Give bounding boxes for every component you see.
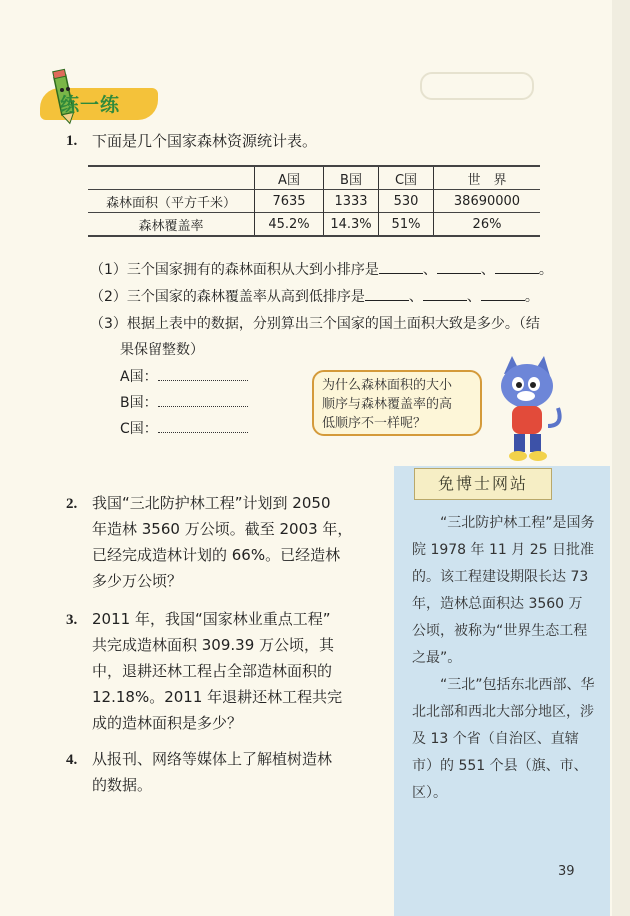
q3-line: 共完成造林面积 309.39 万公顷，其 <box>92 636 335 654</box>
answer-blank[interactable] <box>437 258 481 274</box>
bubble-line: 低顺序不一样呢？ <box>322 416 427 431</box>
q1-sub2-text: （2）三个国家的森林覆盖率从高到低排序是 <box>90 289 365 305</box>
bubble-line: 为什么森林面积的大小 <box>322 378 453 393</box>
sidebar-paragraph: “三北防护林工程”是国务院 1978 年 11 月 25 日批准的。该工程建设期限长达 73 年，造林总面积达 3560 万公顷，被称为“世界生态工程之最”。 <box>412 515 595 666</box>
sidebar-title: 免博士网站 <box>414 468 552 500</box>
q2-line: 年造林 3560 万公顷。截至 2003 年， <box>92 520 353 538</box>
q3-text <box>92 606 382 736</box>
decorative-frame <box>420 72 534 100</box>
table-row <box>88 213 540 237</box>
q3-line: 12.18%。2011 年退耕还林工程共完 <box>92 688 343 706</box>
q1-sub3-line2: 果保留整数） <box>120 342 204 358</box>
answer-dots[interactable] <box>158 418 248 433</box>
q4-line: 从报刊、网络等媒体上了解植树造林 <box>92 750 333 768</box>
q1-number: 1. <box>66 133 78 149</box>
table-cell: 森林覆盖率 <box>88 213 255 237</box>
q1-text: 下面是几个国家森林资源统计表。 <box>92 132 318 150</box>
bubble-line: 顺序与森林覆盖率的高 <box>322 397 453 412</box>
page-number: 39 <box>558 864 575 879</box>
q2-text <box>92 490 382 594</box>
forest-table <box>88 165 540 237</box>
q3-line: 2011 年，我国“国家林业重点工程” <box>92 610 331 628</box>
period: 。 <box>524 289 539 305</box>
q2-line: 我国“三北防护林工程”计划到 2050 <box>92 494 331 512</box>
table-cell: 森林面积（平方千米） <box>105 195 236 211</box>
table-header-cell: C国 <box>379 166 434 190</box>
table-cell: 1333 <box>324 190 379 213</box>
q1-sub1 <box>90 257 553 283</box>
sidebar-paragraph: “三北”包括东北西部、华北北部和西北大部分地区，涉及 13 个省（自治区、直辖市）的 551 个县（旗、市、区）。 <box>412 677 595 801</box>
q4-line: 的数据。 <box>92 776 153 794</box>
q1-sub2 <box>90 284 539 310</box>
table-cell: 38690000 <box>434 190 541 213</box>
separator: 、 <box>422 262 437 278</box>
q1-sub1-text: （1）三个国家拥有的森林面积从大到小排序是 <box>90 262 379 278</box>
answer-dots[interactable] <box>158 366 248 381</box>
q2-line: 多少万公顷？ <box>92 572 183 590</box>
page-edge <box>612 0 630 916</box>
q2-number: 2. <box>66 496 78 512</box>
table-header-cell: B国 <box>324 166 379 190</box>
table-header-cell: A国 <box>255 166 324 190</box>
table-header-row <box>88 166 540 190</box>
section-title: 练一练 <box>60 94 121 116</box>
table-row <box>88 190 540 213</box>
separator: 、 <box>480 262 495 278</box>
answer-dots[interactable] <box>158 392 248 407</box>
q4-text <box>92 746 382 798</box>
q1-sub3-line1: （3）根据上表中的数据，分别算出三个国家的国土面积大致是多少。（结 <box>90 316 540 332</box>
answer-label: A国： <box>120 369 158 385</box>
sidebar-text <box>412 510 596 807</box>
answer-label: B国： <box>120 395 158 411</box>
answer-blank[interactable] <box>481 285 525 301</box>
q4-number: 4. <box>66 752 78 768</box>
speech-bubble <box>312 370 482 436</box>
blue-cat-mascot-icon <box>488 356 568 466</box>
q3-number: 3. <box>66 612 78 628</box>
separator: 、 <box>408 289 423 305</box>
answer-blank[interactable] <box>365 285 409 301</box>
table-cell: 45.2% <box>255 213 324 237</box>
q3-line: 成的造林面积是多少？ <box>92 714 243 732</box>
table-cell: 7635 <box>255 190 324 213</box>
period: 。 <box>538 262 553 278</box>
answer-label: C国： <box>120 421 158 437</box>
table-cell: 14.3% <box>324 213 379 237</box>
answer-line-a <box>120 364 248 390</box>
table-cell: 530 <box>379 190 434 213</box>
answer-blank[interactable] <box>423 285 467 301</box>
answer-line-b <box>120 390 248 416</box>
table-header-cell <box>88 166 255 190</box>
separator: 、 <box>466 289 481 305</box>
q2-line: 已经完成造林计划的 66%。已经造林 <box>92 546 341 564</box>
table-cell: 26% <box>434 213 541 237</box>
table-header-cell: 世 界 <box>434 166 541 190</box>
answer-blank[interactable] <box>379 258 423 274</box>
answer-blank[interactable] <box>495 258 539 274</box>
table-cell: 51% <box>379 213 434 237</box>
q3-line: 中，退耕还林工程占全部造林面积的 <box>92 662 333 680</box>
answer-line-c <box>120 416 248 442</box>
